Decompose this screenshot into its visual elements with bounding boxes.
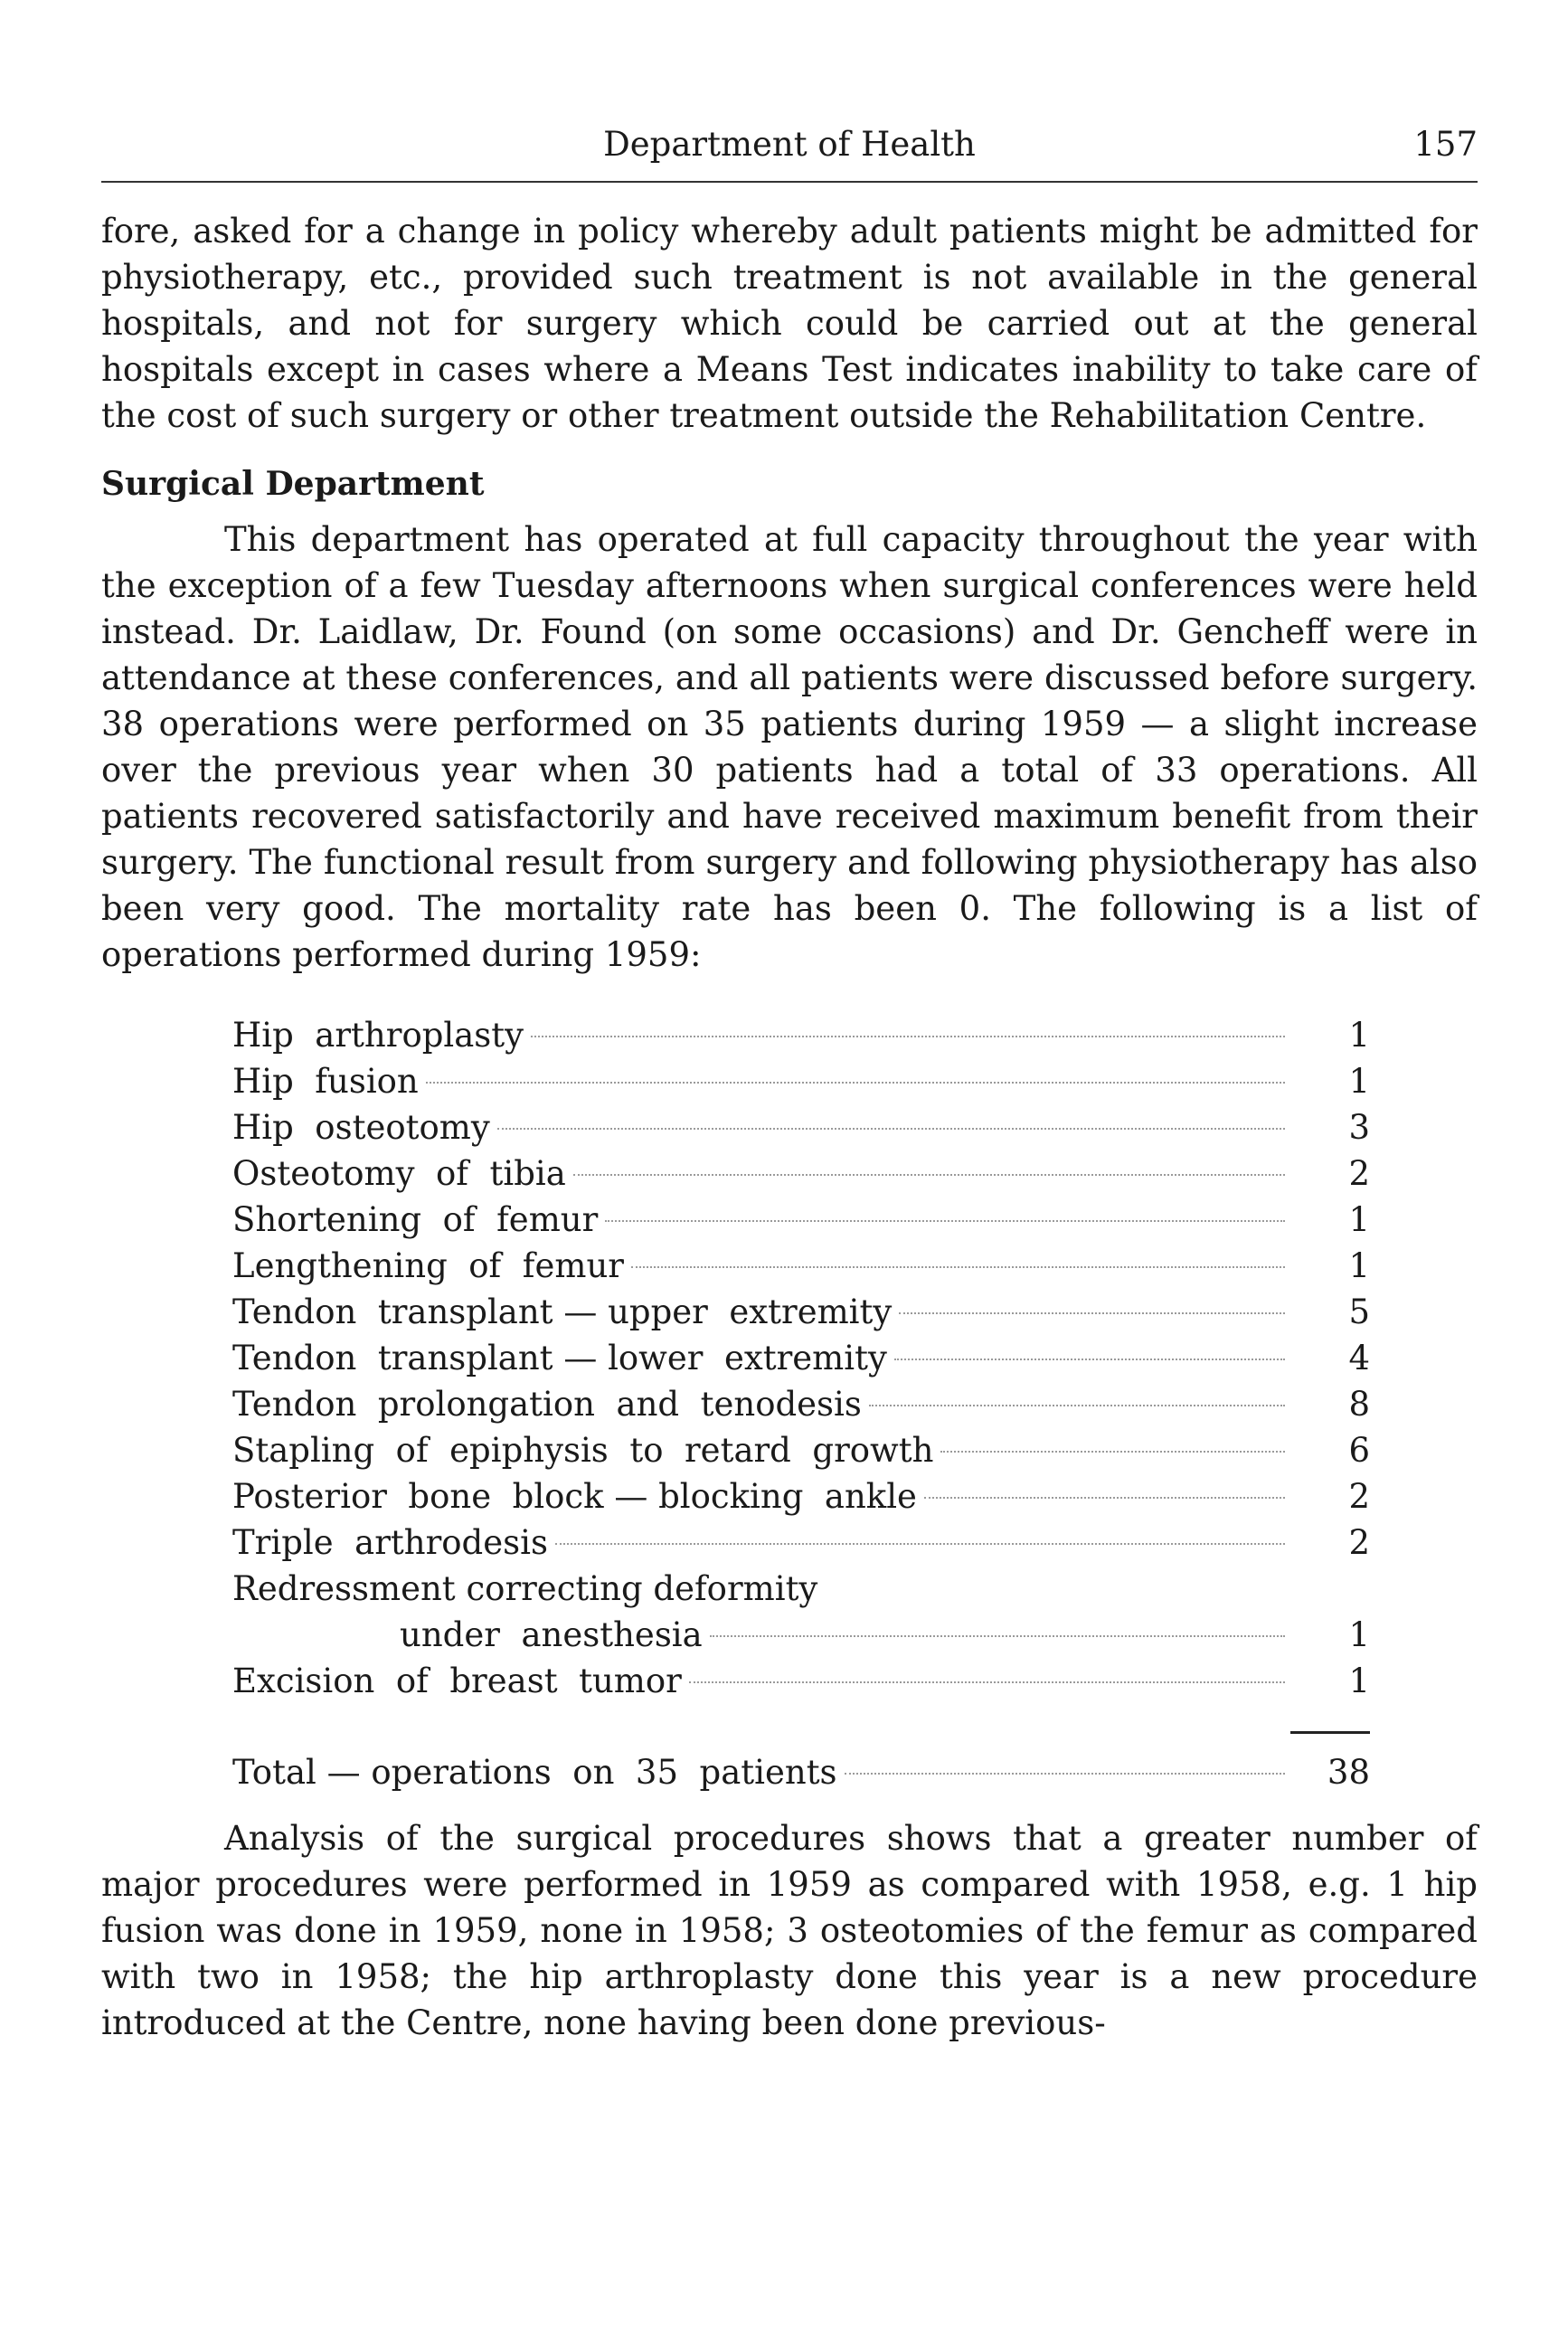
operation-count: 5	[1348, 1292, 1370, 1331]
operation-count: 6	[1348, 1431, 1370, 1470]
dot-leader	[940, 1451, 1285, 1453]
total-label: Total — operations on 35 patients	[232, 1753, 837, 1792]
dot-leader	[531, 1036, 1285, 1037]
closing-paragraph: Analysis of the surgical procedures shows that a greater number of major procedures were performed in 1959 as compared with 1958, e.g. 1 hip fusion was done in 1959, none in 1958; 3 osteotomies of the femur as compared with two in 1958; the hip arthroplasty done this year is a new procedure introduced at the Centre, none having been done previous-	[101, 1819, 1478, 2042]
total-row	[232, 1749, 1370, 1795]
operation-count: 2	[1348, 1154, 1370, 1193]
dot-leader	[426, 1082, 1285, 1084]
list-item	[232, 1381, 1370, 1427]
list-item	[232, 1612, 1370, 1658]
operation-name: Shortening of femur	[232, 1200, 599, 1239]
operation-count: 1	[1348, 1246, 1370, 1285]
operation-count: 1	[1348, 1615, 1370, 1654]
dot-leader	[869, 1405, 1285, 1406]
operation-name: Stapling of epiphysis to retard growth	[232, 1431, 934, 1470]
section-paragraph: This department has operated at full capacity throughout the year with the exception of a few Tuesday afternoons when surgical conferences were held instead. Dr. Laidlaw, Dr. Found (on some occasions) and Dr. Gencheff were in attendance at these conferences, and all patients were discussed before surgery. 38 operations were performed on 35 patients during 1959 — a slight increase over the previous year when 30 patients had a total of 33 operations. All patients recovered satisfactorily and have received maximum benefit from their surgery. The functional result from surgery and following physiotherapy has also been very good. The mortality rate has been 0. The following is a list of operations performed during 1959:	[101, 520, 1478, 974]
operation-name: Hip osteotomy	[232, 1108, 490, 1147]
operation-name-line1: Redressment correcting deformity	[232, 1569, 818, 1608]
list-item	[232, 1427, 1370, 1473]
total-count: 38	[1327, 1753, 1370, 1792]
list-item	[232, 1197, 1370, 1243]
list-item	[232, 1289, 1370, 1335]
operation-name: Tendon prolongation and tenodesis	[232, 1385, 862, 1424]
header-title: Department of Health	[603, 125, 976, 164]
list-item	[232, 1243, 1370, 1289]
dot-leader	[497, 1128, 1285, 1130]
operation-count: 2	[1348, 1477, 1370, 1516]
operation-name: Osteotomy of tibia	[232, 1154, 566, 1193]
dot-leader	[631, 1266, 1285, 1268]
operation-count: 1	[1348, 1016, 1370, 1055]
operation-name: Hip arthroplasty	[232, 1016, 524, 1055]
list-item	[232, 1104, 1370, 1150]
dot-leader	[845, 1773, 1285, 1775]
dot-leader	[710, 1635, 1285, 1637]
total-rule	[1290, 1731, 1370, 1734]
dot-leader	[555, 1543, 1285, 1545]
operation-count: 3	[1348, 1108, 1370, 1147]
operation-name: Hip fusion	[232, 1062, 419, 1101]
intro-paragraph: fore, asked for a change in policy whereby adult patients might be admitted for physiotherapy, etc., provided such treatment is not available in the general hospitals, and not for surgery which could be carried out at the general hospitals except in cases where a Means Test indicates inability to take care of the cost of such surgery or other treatment outside the Rehabilitation Centre.	[101, 212, 1478, 435]
list-item	[232, 1012, 1370, 1058]
dot-leader	[573, 1174, 1285, 1176]
dot-leader	[605, 1220, 1285, 1222]
running-header	[101, 118, 1478, 183]
document-page	[101, 118, 1478, 2046]
list-item	[232, 1150, 1370, 1197]
operation-name: Lengthening of femur	[232, 1246, 624, 1285]
dot-leader	[894, 1359, 1285, 1360]
operation-count: 2	[1348, 1523, 1370, 1562]
dot-leader	[924, 1497, 1285, 1499]
list-item	[232, 1473, 1370, 1520]
list-item	[232, 1658, 1370, 1704]
operation-name: Posterior bone block — blocking ankle	[232, 1477, 917, 1516]
operation-name: Tendon transplant — lower extremity	[232, 1339, 887, 1378]
list-item	[232, 1520, 1370, 1566]
operations-list	[232, 1012, 1370, 1795]
list-item	[232, 1335, 1370, 1381]
section-heading: Surgical Department	[101, 465, 485, 503]
operation-name: Excision of breast tumor	[232, 1662, 682, 1700]
dot-leader	[689, 1681, 1285, 1683]
total-rule-area	[232, 1704, 1370, 1749]
operation-count: 1	[1348, 1062, 1370, 1101]
dot-leader	[899, 1312, 1285, 1314]
operation-count: 4	[1348, 1339, 1370, 1378]
operation-count: 1	[1348, 1662, 1370, 1700]
operation-count: 8	[1348, 1385, 1370, 1424]
operation-name: Tendon transplant — upper extremity	[232, 1292, 893, 1331]
operation-name: Triple arthrodesis	[232, 1523, 548, 1562]
list-item	[232, 1058, 1370, 1104]
operation-count: 1	[1348, 1200, 1370, 1239]
page-number: 157	[1413, 125, 1478, 164]
operation-name-line2: under anesthesia	[400, 1615, 703, 1654]
